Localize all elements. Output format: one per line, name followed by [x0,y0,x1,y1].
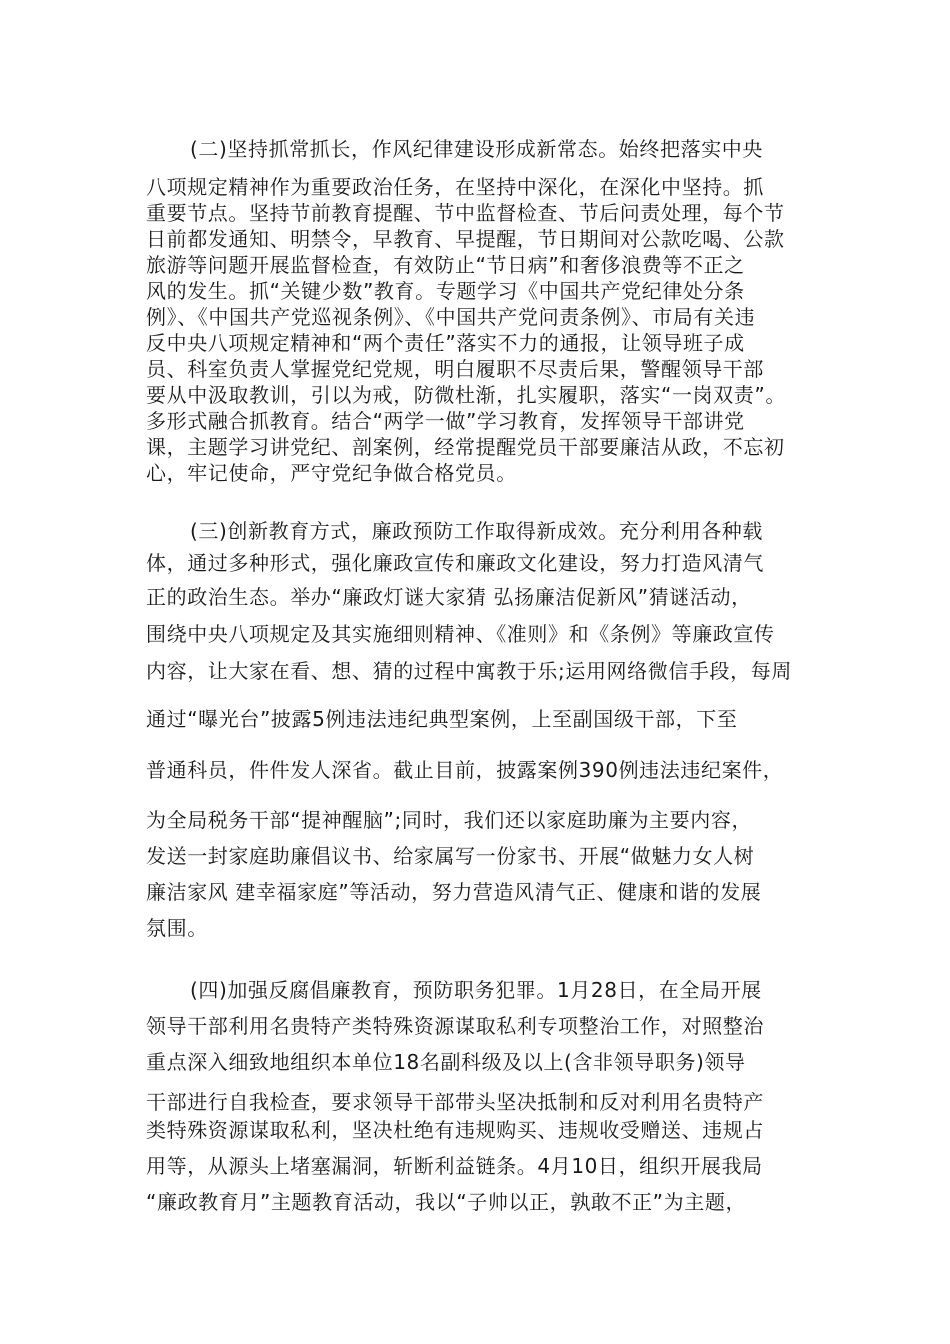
paragraph-line: 通过“曝光台”披露5例违法违纪典型案例，上至副国级干部，下至 [146,707,738,731]
paragraph-line: 围绕中央八项规定及其实施细则精神、《准则》和《条例》等廉政宣传 [146,622,775,646]
paragraph-line: (三)创新教育方式，廉政预防工作取得新成效。充分利用各种载 [190,519,764,543]
paragraph-line: 发送一封家庭助廉倡议书、给家属写一份家书、开展“做魅力女人树 [146,844,755,868]
paragraph-line: 要从中汲取教训，引以为戒，防微杜渐，扎实履职，落实“一岗双责”。 [146,383,786,407]
paragraph-line: 旅游等问题开展监督检查，有效防止“节日病”和奢侈浪费等不正之 [146,253,745,277]
paragraph-line: 风的发生。抓“关键少数”教育。专题学习《中国共产党纪律处分条 [146,279,745,303]
paragraph-line: 正的政治生态。举办“廉政灯谜大家猜 弘扬廉洁促新风”猜谜活动， [146,585,752,609]
paragraph-line: 领导干部利用名贵特产类特殊资源谋取私利专项整治工作，对照整治 [146,1014,764,1038]
paragraph-line: 为全局税务干部“提神醒脑”;同时，我们还以家庭助廉为主要内容， [146,808,753,832]
paragraph-line: 氛围。 [146,916,208,940]
paragraph-line: 内容，让大家在看、想、猜的过程中寓教于乐;运用网络微信手段，每周 [146,659,792,683]
paragraph-line: 干部进行自我检查，要求领导干部带头坚决抵制和反对利用名贵特产 [146,1090,764,1114]
paragraph-line: 类特殊资源谋取私利，坚决杜绝有违规购买、违规收受赠送、违规占 [146,1118,764,1142]
paragraph-line: 体，通过多种形式，强化廉政宣传和廉政文化建设，努力打造风清气 [146,551,764,575]
paragraph-line: 重要节点。坚持节前教育提醒、节中监督检查、节后问责处理，每个节 [146,201,785,225]
paragraph-line: 重点深入细致地组织本单位18名副科级及以上(含非领导职务)领导 [146,1050,746,1074]
paragraph-line: 员、科室负责人掌握党纪党规，明白履职不尽责后果，警醒领导干部 [146,357,764,381]
paragraph-line: 用等，从源头上堵塞漏洞，斩断利益链条。4月10日，组织开展我局 [146,1154,763,1178]
paragraph-line: 课，主题学习讲党纪、剖案例，经常提醒党员干部要廉洁从政，不忘初 [146,435,785,459]
paragraph-line: 多形式融合抓教育。结合“两学一做”学习教育，发挥领导干部讲党 [146,409,745,433]
paragraph-line: 八项规定精神作为重要政治任务，在坚持中深化，在深化中坚持。抓 [146,175,764,199]
paragraph-line: 心，牢记使命，严守党纪争做合格党员。 [146,461,517,485]
paragraph-line: (四)加强反腐倡廉教育，预防职务犯罪。1月28日，在全局开展 [190,978,762,1002]
paragraph-line: 反中央八项规定精神和“两个责任”落实不力的通报，让领导班子成 [146,331,745,355]
paragraph-line: 日前都发通知、明禁令，早教育、早提醒，节日期间对公款吃喝、公款 [146,227,785,251]
paragraph-line: 廉洁家风 建幸福家庭”等活动，努力营造风清气正、健康和谐的发展 [146,880,762,904]
paragraph-line: (二)坚持抓常抓长，作风纪律建设形成新常态。始终把落实中央 [190,137,764,161]
paragraph-line: 普通科员，件件发人深省。截止目前，披露案例390例违法违纪案件， [146,758,784,782]
paragraph-line: 例》、《中国共产党巡视条例》、《中国共产党问责条例》、市局有关违 [146,305,756,329]
paragraph-line: “廉政教育月”主题教育活动，我以“子帅以正，孰敢不正”为主题， [146,1190,747,1214]
